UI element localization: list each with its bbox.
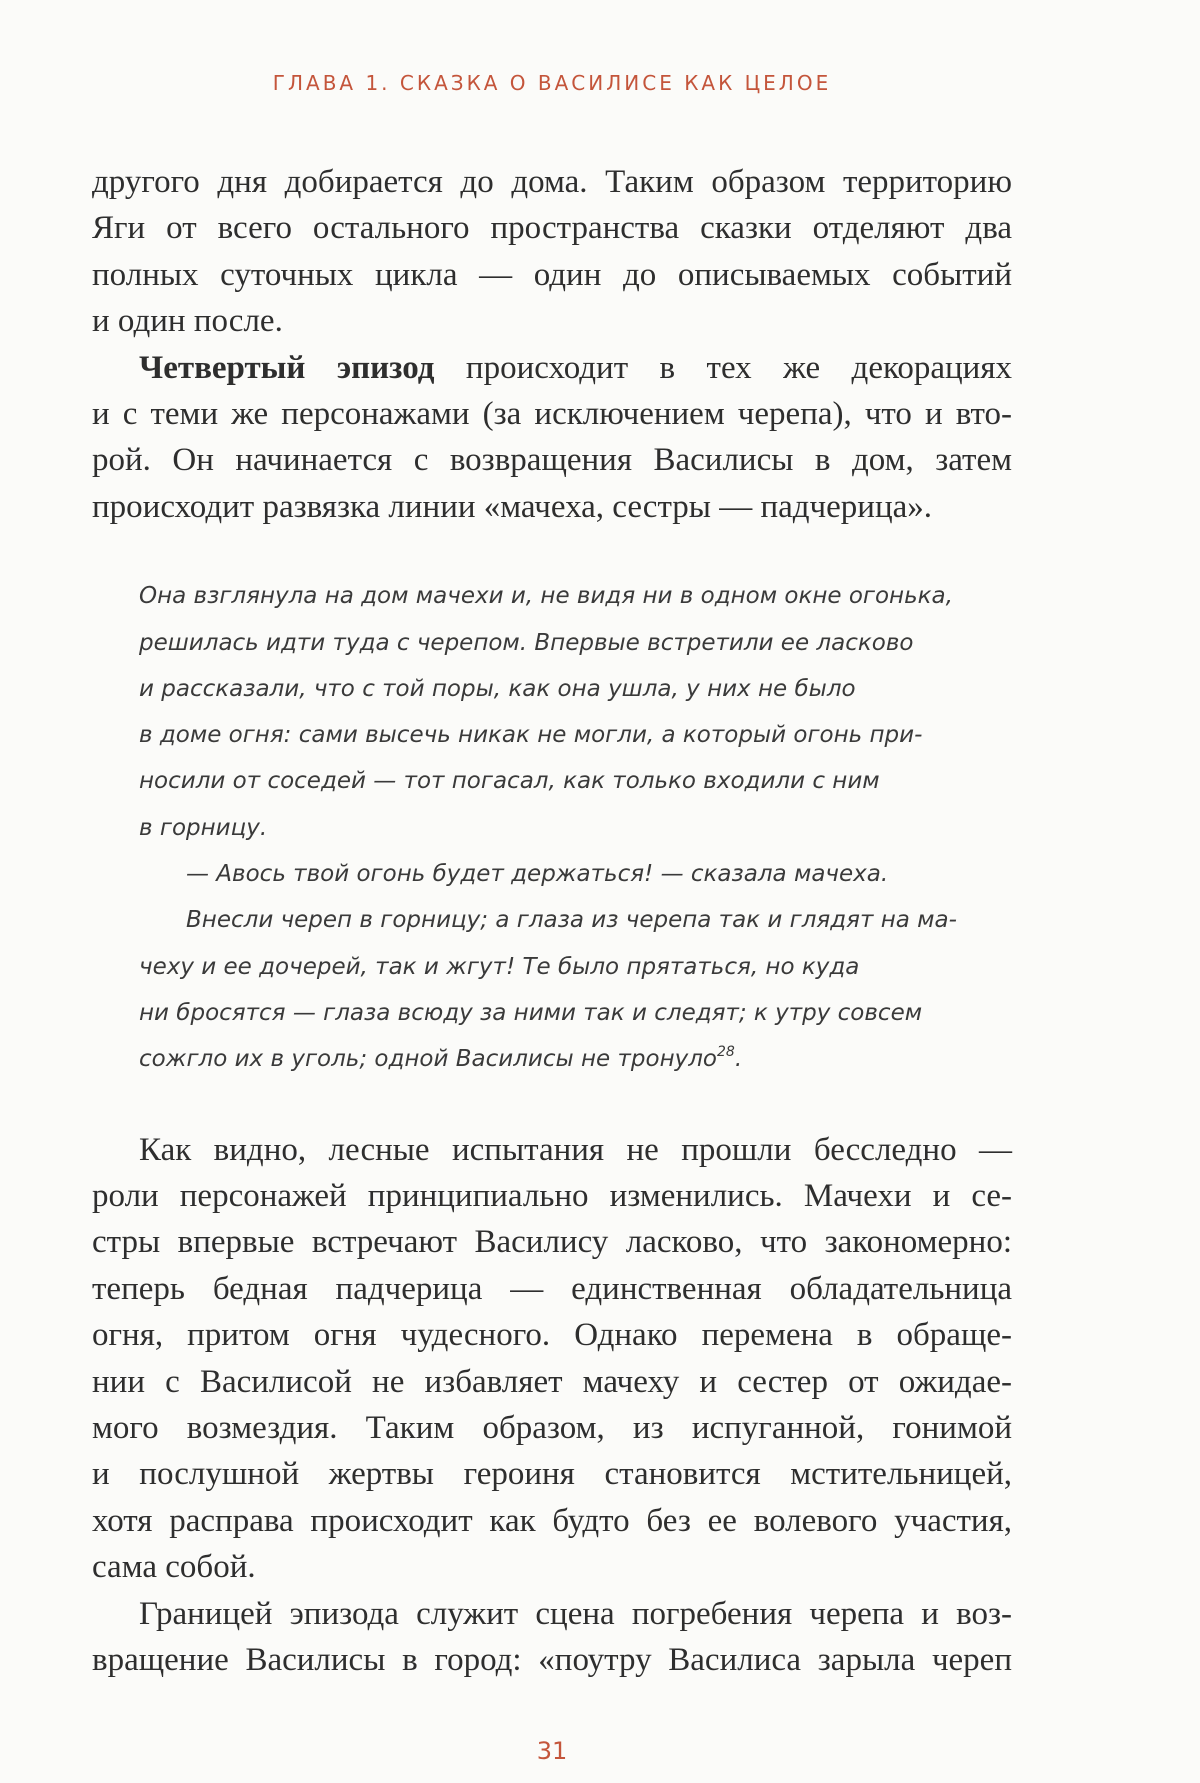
text-line: происходит развязка линии «мачеха, сестры — падчерица». bbox=[92, 488, 933, 525]
text-line: Границей эпизода служит сцена погребения черепа и воз- bbox=[139, 1595, 1012, 1632]
text-line: полных суточных цикла — один до описываемых событий bbox=[92, 256, 1012, 293]
text-line: роли персонажей принципиально изменились. Мачехи и се- bbox=[92, 1177, 1012, 1214]
text-line bbox=[92, 345, 1012, 391]
quote-closing-punct: . bbox=[734, 1046, 743, 1073]
text-line: и с теми же персонажами (за исключением черепа), что и вто- bbox=[92, 396, 1012, 433]
quote-line: ни бросятся — глаза всюду за ними так и следят; к утру совсем bbox=[139, 999, 923, 1026]
quote-line: Внесли череп в горницу; а глаза из черепа так и глядят на ма- bbox=[186, 907, 957, 934]
text-line: и послушной жертвы героиня становится мстительницей, bbox=[92, 1456, 1012, 1493]
running-header: ГЛАВА 1. СКАЗКА О ВАСИЛИСЕ КАК ЦЕЛОЕ bbox=[272, 71, 832, 95]
quote-line: чеху и ее дочерей, так и жгут! Те было прятаться, но куда bbox=[139, 953, 860, 980]
text-line: мого возмездия. Таким образом, из испуганной, гонимой bbox=[92, 1409, 1012, 1446]
text-line: Яги от всего остального пространства сказки отделяют два bbox=[92, 210, 1012, 247]
text-line: сама собой. bbox=[92, 1549, 256, 1586]
body-paragraph bbox=[92, 1127, 1012, 1591]
quote-line: Она взглянула на дом мачехи и, не видя ни в одном окне огонька, bbox=[139, 583, 953, 610]
quote-line: решилась идти туда с черепом. Впервые встретили ее ласково bbox=[139, 629, 914, 656]
block-quote bbox=[139, 573, 1012, 1082]
text-line: вращение Василисы в город: «поутру Василиса зарыла череп bbox=[92, 1641, 1012, 1678]
text-column bbox=[92, 159, 1012, 1683]
body-paragraph bbox=[92, 159, 1012, 345]
text-line-rest: происходит в тех же декорациях bbox=[465, 349, 1012, 386]
quote-line-text: сожгло их в уголь; одной Василисы не тронуло bbox=[139, 1046, 717, 1073]
quote-line: в горницу. bbox=[139, 814, 268, 841]
page-number: 31 bbox=[536, 1737, 568, 1765]
body-paragraph bbox=[92, 1591, 1012, 1684]
quote-line: — Авось твой огонь будет держаться! — сказала мачеха. bbox=[186, 861, 889, 888]
body-paragraph bbox=[92, 345, 1012, 531]
text-line: нии с Василисой не избавляет мачеху и сестер от ожидае- bbox=[92, 1363, 1012, 1400]
text-line: другого дня добирается до дома. Таким образом территорию bbox=[92, 164, 1012, 200]
text-line: рой. Он начинается с возвращения Василисы в дом, затем bbox=[92, 442, 1012, 479]
text-line: хотя расправа происходит как будто без ее волевого участия, bbox=[92, 1502, 1012, 1539]
text-line: и один после. bbox=[92, 303, 283, 340]
text-line: Как видно, лесные испытания не прошли бесследно — bbox=[139, 1131, 1012, 1168]
quote-line: носили от соседей — тот погасал, как только входили с ним bbox=[139, 768, 880, 795]
footnote-ref: 28 bbox=[717, 1044, 735, 1061]
quote-line bbox=[139, 1036, 1012, 1082]
text-line: стры впервые встречают Василису ласково, что закономерно: bbox=[92, 1224, 1012, 1261]
quote-line: в доме огня: сами высечь никак не могли, а который огонь при- bbox=[139, 722, 923, 749]
text-line: огня, притом огня чудесного. Однако перемена в обраще- bbox=[92, 1317, 1012, 1354]
text-line: теперь бедная падчерица — единственная обладательница bbox=[92, 1270, 1012, 1307]
episode-heading: Четвертый эпизод bbox=[139, 349, 435, 386]
quote-line: и рассказали, что с той поры, как она ушла, у них не было bbox=[139, 675, 856, 702]
